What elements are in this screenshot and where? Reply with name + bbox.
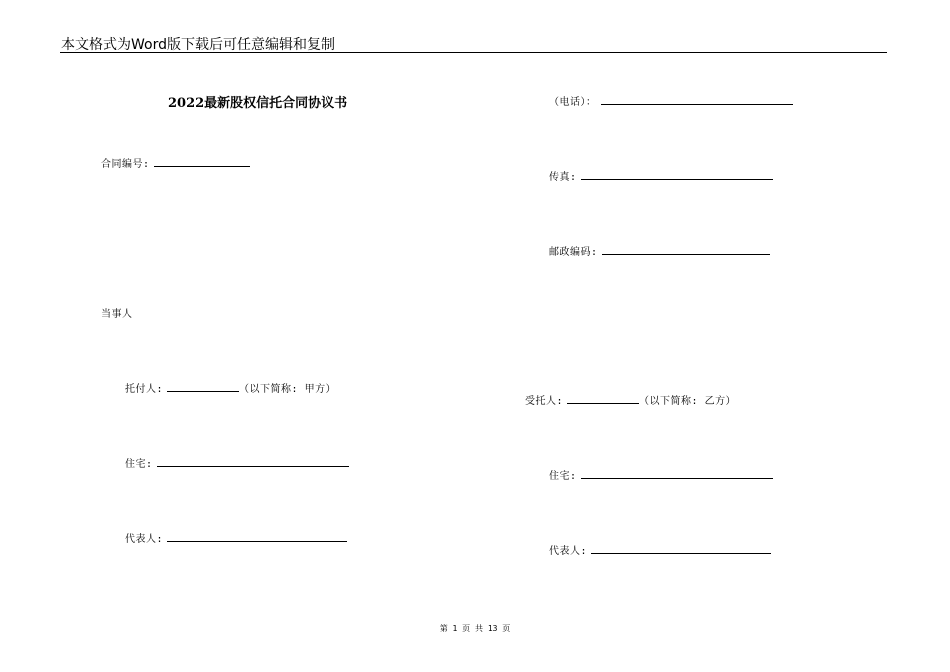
trustor-address-blank[interactable] <box>157 455 349 467</box>
phone-label: （电话）： <box>549 97 597 108</box>
trustee-representative-label: 代表人: <box>549 546 588 557</box>
trustee-address-row <box>549 467 773 482</box>
trustee-note: （以下简称: 乙方） <box>639 396 737 407</box>
contract-number-label: 合同编号: <box>101 159 150 170</box>
parties-heading: 当事人 <box>101 309 133 320</box>
trustee-address-label: 住宅: <box>549 471 577 482</box>
header-divider <box>60 52 887 53</box>
page-number-footer: 第 1 页 共 13 页 <box>439 624 511 633</box>
trustor-representative-label: 代表人: <box>125 534 164 545</box>
trustee-representative-row <box>549 542 771 557</box>
document-header-note: 本文格式为Word版下载后可任意编辑和复制 <box>61 37 335 53</box>
fax-label: 传真: <box>549 172 577 183</box>
phone-blank[interactable] <box>601 93 793 105</box>
trustor-address-label: 住宅: <box>125 459 153 470</box>
trustor-address-row <box>125 455 349 470</box>
fax-blank[interactable] <box>581 168 773 180</box>
trustee-address-blank[interactable] <box>581 467 773 479</box>
postcode-blank[interactable] <box>602 243 770 255</box>
trustor-representative-row <box>125 530 347 545</box>
trustee-blank[interactable] <box>567 392 639 404</box>
fax-row <box>549 168 773 183</box>
contract-number-row <box>101 155 250 170</box>
trustor-note: （以下简称: 甲方） <box>239 384 337 395</box>
trustee-row <box>525 392 736 407</box>
contract-number-blank[interactable] <box>154 155 250 167</box>
trustee-representative-blank[interactable] <box>591 542 771 554</box>
trustee-label: 受托人: <box>525 396 564 407</box>
postcode-label: 邮政编码: <box>549 247 598 258</box>
document-title: 2022最新股权信托合同协议书 <box>168 96 348 111</box>
phone-row <box>549 93 793 108</box>
trustor-row <box>125 380 336 395</box>
trustor-label: 托付人: <box>125 384 164 395</box>
trustor-blank[interactable] <box>167 380 239 392</box>
postcode-row <box>549 243 770 258</box>
trustor-representative-blank[interactable] <box>167 530 347 542</box>
